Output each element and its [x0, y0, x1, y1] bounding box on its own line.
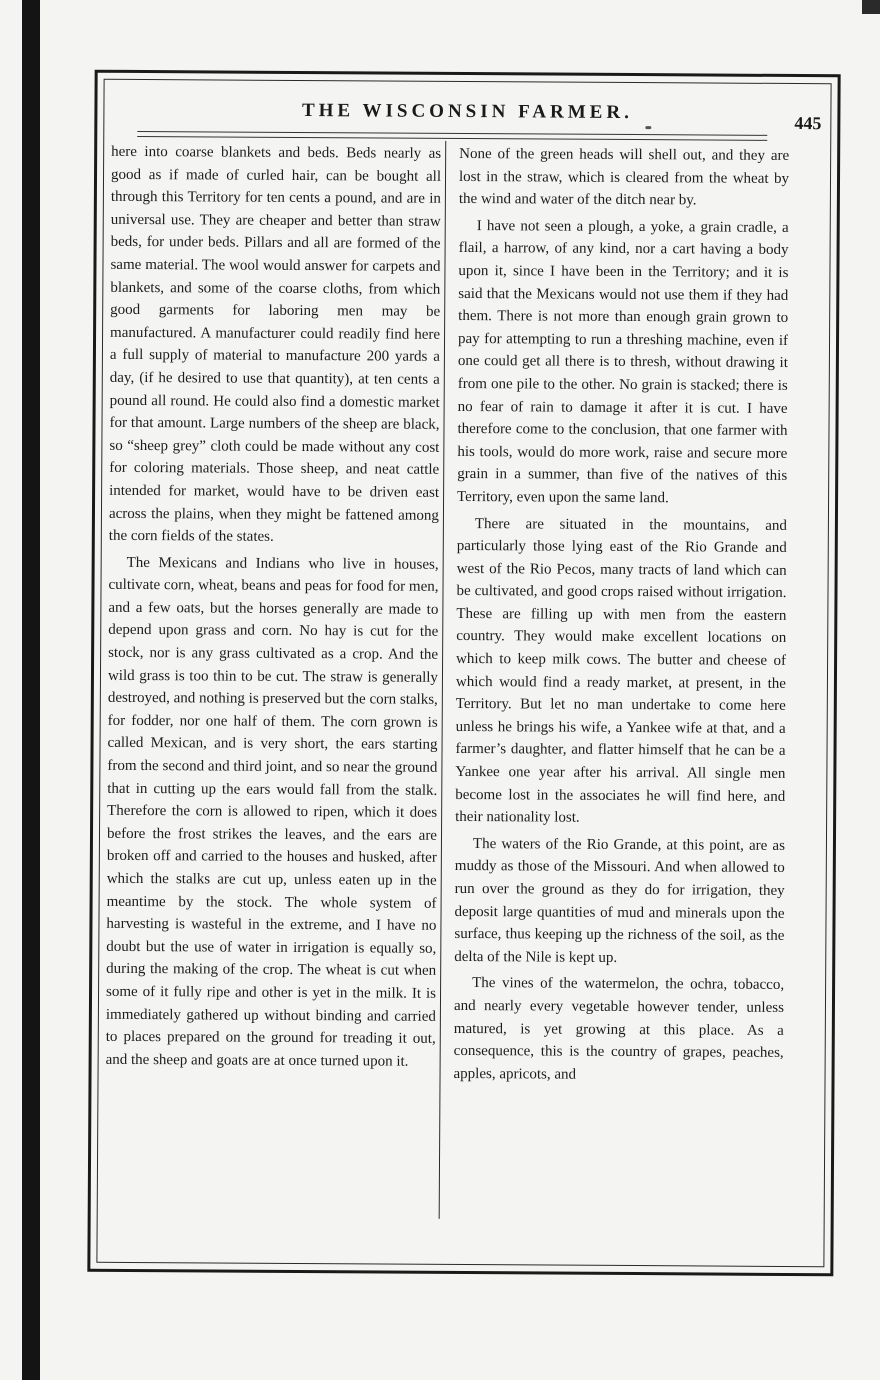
page-header: [97, 87, 837, 132]
paragraph: The waters of the Rio Grande, at this point, are as muddy as those of the Missouri. And when allowed to run over the ground as they do for irrigation, they deposit large quantities of mud and minerals upon the surface, thus keeping up the richness of the soil, as the delta of the Nile is kept up.: [454, 835, 785, 966]
page-border: [87, 70, 840, 1277]
paragraph: I have not seen a plough, a yoke, a grain cradle, a flail, a harrow, of any kind, nor a cart having a body upon it, since I have been in the Territory; and it is said that the Mexicans would not use them if they had them. There is not more than enough grain grown to pay for attempting to run a threshing machine, even if one could get all there is to thresh, without drawing it from one pile to the other. No grain is stacked; there is no fear of rain to damage it after it is cut. I have therefore come to the conclusion, that one farmer with his tools, would do more work, raise and secure more grain in a summer, than five of the natives of this Territory, even upon the same land.: [457, 217, 789, 507]
left-column: [105, 141, 442, 1223]
running-title: THE WISCONSIN FARMER.: [301, 100, 633, 124]
paragraph: The vines of the watermelon, the ochra, tobacco, and nearly every vegetable however tender, unless matured, is yet growing at this place. As a consequence, this is the country of grapes, peaches, apples, apricots, and: [453, 975, 785, 1083]
corner-shadow: [862, 0, 880, 14]
binding-shadow: [22, 0, 40, 1380]
paragraph: None of the green heads will shell out, and they are lost in the straw, which is cleared from the wheat by the wind and water of the ditch near by.: [458, 145, 790, 209]
ink-speck: [645, 126, 651, 129]
paragraph: There are situated in the mountains, and particularly those lying east of the Rio Grande and west of the Rio Pecos, many tracts of land which can be cultivated, and good crops raised without irrigation. These are filling up with men from the eastern country. They would make excellent locations on which to keep milk cows. The butter and cheese of which would find a ready market, at present, in the Territory. But let no man undertake to come here unless he brings his wife, a Yankee wife at that, and a farmer’s daughter, and flatter himself that he can be a Yankee one year after his arrival. All single men become lost in the associates he will find here, and their nationality lost.: [455, 515, 787, 826]
paragraph: The Mexicans and Indians who live in houses, cultivate corn, wheat, beans and peas for food for men, and a few oats, but the horses generally are made to depend upon grass and corn. No hay is cut for the stock, nor is any grass cultivated as a crop. And the wild grass is too thin to be cut. The straw is generally destroyed, and nothing is preserved but the corn stalks, for fodder, nor one half of them. The corn grown is called Mexican, and is very short, the ears starting from the second and third joint, and so near the ground that in cutting up the ears would fall from the stalk. Therefore the corn is allowed to ripen, which it does before the frost strikes the leaves, and the ears are broken off and carried to the houses and husked, after which the stalks are cut up, unless eaten up in the meantime by the stock. The whole system of harvesting is wasteful in the extreme, and I have no doubt but the use of water in irrigation is equally so, during the making of the crop. The wheat is cut when some of it fully ripe and other is yet in the milk. It is immediately gathered up without binding and carried to places prepared on the ground for treading it out, and the sheep and goats are at once turned upon it.: [105, 554, 439, 1070]
paragraph: here into coarse blankets and beds. Beds nearly as good as if made of curled hair, can be bought all through this Territory for ten cents a pound, and are in universal use. They are cheaper and better than straw beds, for under beds. Pillars and all are formed of the same material. The wool would answer for carpets and blankets, and some of the coarse cloths, from which good garments for laboring men may be manufactured. A manufacturer could readily find here a full supply of material to manufacture 200 yards a day, (if he desired to use that quantity), at ten cents a pound all round. He could also find a domestic market for that amount. Large numbers of the sheep are black, so “sheep grey” cloth could be made without any cost for coloring materials. Those sheep, and neat cattle intended for market, would have to be driven east across the plains, when they might be fattened among the corn fields of the states.: [108, 143, 442, 545]
right-column: [453, 143, 790, 1225]
page-number: 445: [794, 113, 822, 134]
